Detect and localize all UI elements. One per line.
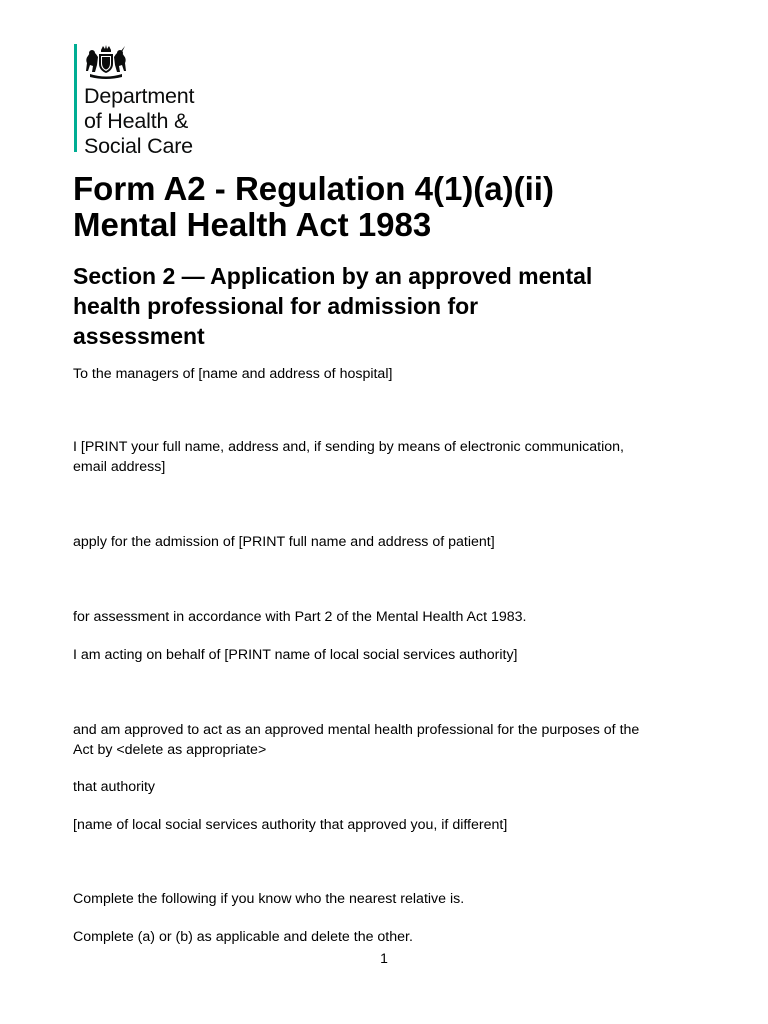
complete-a-or-b-paragraph: Complete (a) or (b) as applicable and delete the other. (73, 929, 413, 945)
applicant-name-paragraph-line2: email address] (73, 459, 166, 475)
organisation-name (84, 84, 194, 159)
logo-accent-rule (74, 44, 77, 152)
acting-on-behalf-paragraph: I am acting on behalf of [PRINT name of local social services authority] (73, 647, 518, 663)
managers-paragraph: To the managers of [name and address of hospital] (73, 366, 393, 382)
section-heading-line: health professional for admission for (73, 293, 479, 319)
other-authority-option: [name of local social services authority that approved you, if different] (73, 817, 508, 833)
section-heading-line: Section 2 — Application by an approved mental (73, 263, 593, 289)
org-name-line: of Health & (84, 109, 189, 133)
page-number: 1 (380, 950, 388, 966)
org-name-line: Social Care (84, 134, 193, 158)
org-name-line: Department (84, 84, 195, 108)
assessment-paragraph: for assessment in accordance with Part 2 of the Mental Health Act 1983. (73, 609, 527, 625)
applicant-name-paragraph-line1: I [PRINT your full name, address and, if sending by means of electronic communication, (73, 439, 624, 455)
section-heading-line: assessment (73, 323, 205, 349)
form-title (73, 171, 713, 243)
nearest-relative-paragraph: Complete the following if you know who the nearest relative is. (73, 891, 465, 907)
form-title-line: Mental Health Act 1983 (73, 206, 432, 243)
royal-coat-of-arms-icon (84, 43, 128, 80)
form-title-line: Form A2 - Regulation 4(1)(a)(ii) (73, 170, 554, 207)
approval-paragraph-line1: and am approved to act as an approved mental health professional for the purposes of the (73, 722, 640, 738)
that-authority-option: that authority (73, 779, 156, 795)
section-heading (73, 261, 713, 351)
patient-admission-paragraph: apply for the admission of [PRINT full name and address of patient] (73, 534, 495, 550)
approval-paragraph-line2: Act by <delete as appropriate> (73, 742, 267, 758)
